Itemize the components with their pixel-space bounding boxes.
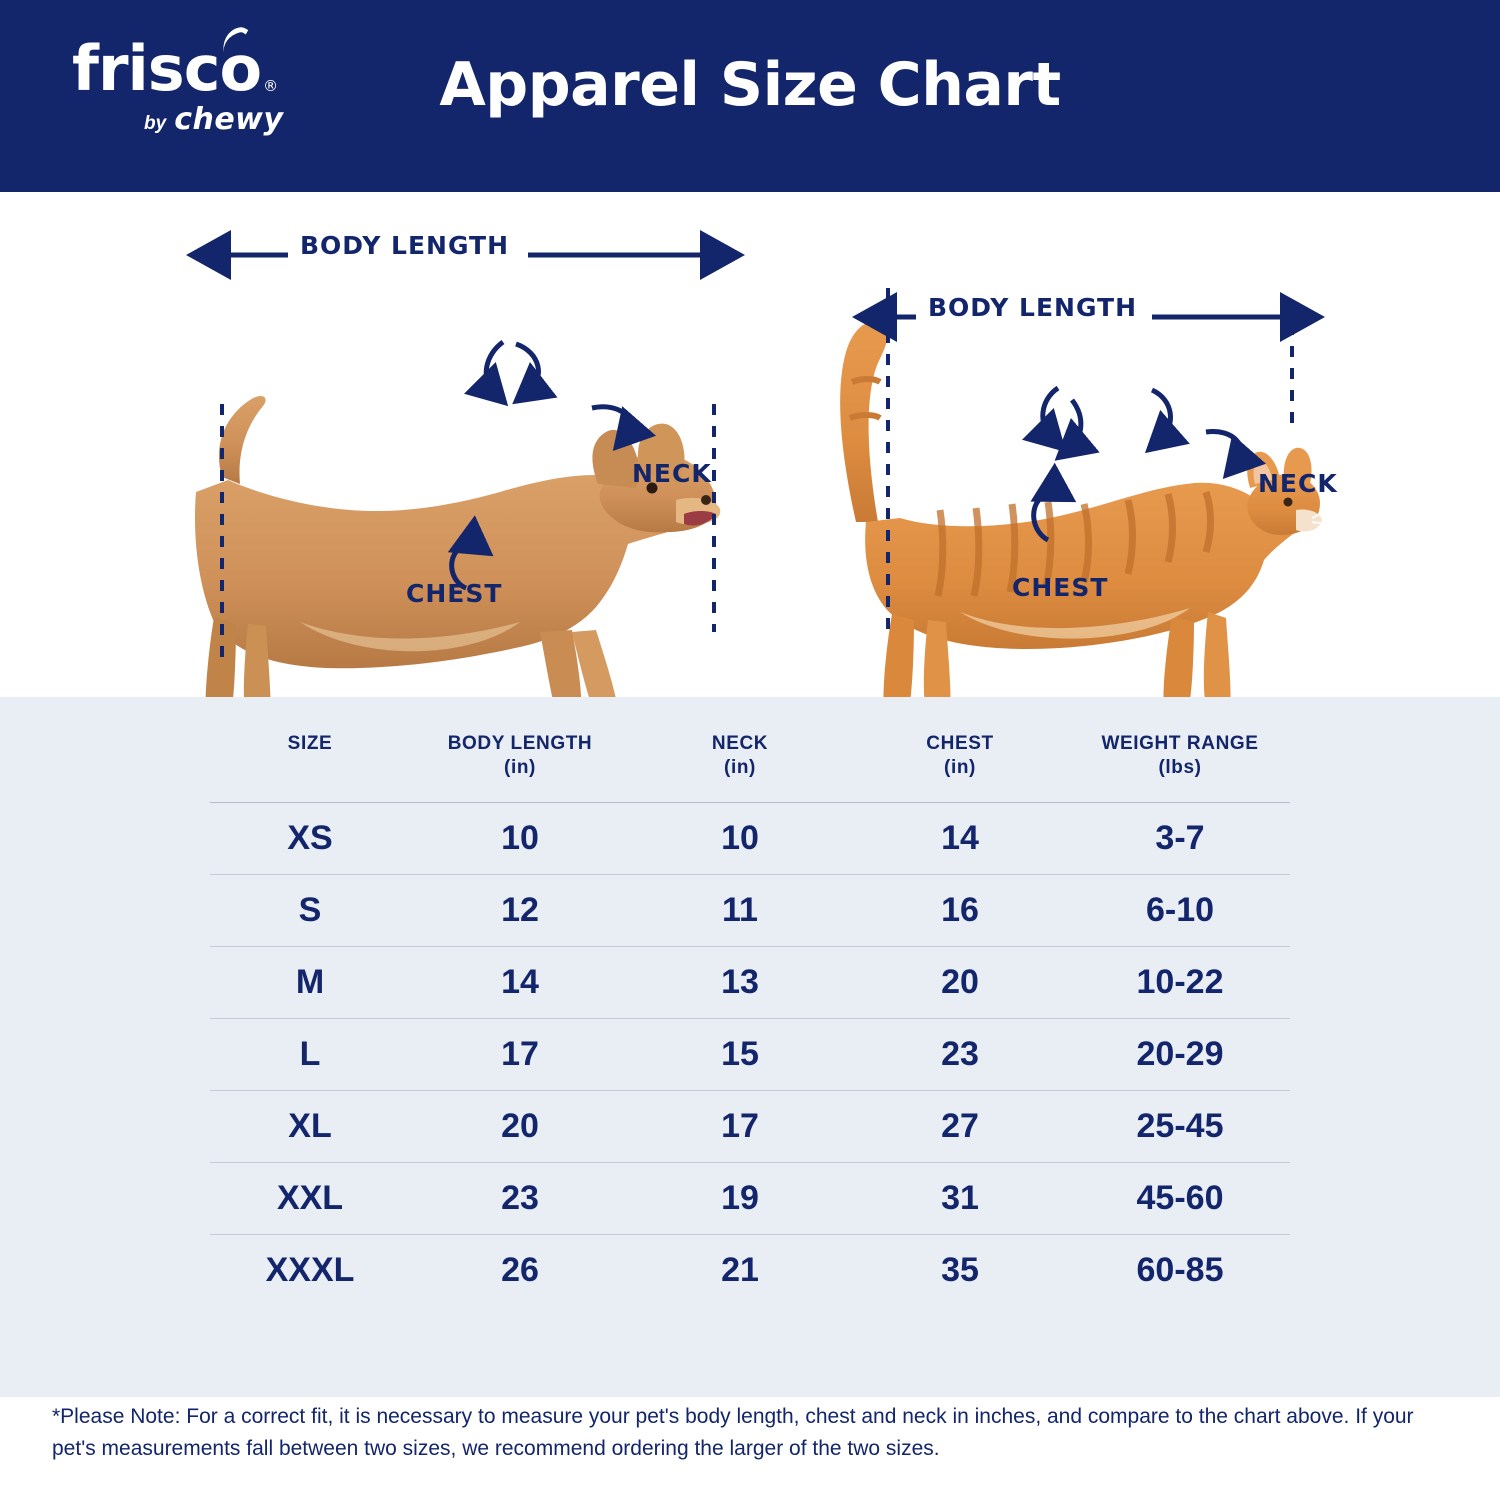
cat-body-length-label: BODY LENGTH: [928, 293, 1138, 322]
cell-neck: 21: [630, 1234, 850, 1306]
cell-size: XL: [210, 1090, 410, 1162]
table-body: [210, 802, 1290, 1306]
column-header-size: [210, 731, 410, 802]
size-table-section: [0, 697, 1500, 1397]
table-row: [210, 1162, 1290, 1234]
column-header-weight-unit: (lbs): [1158, 756, 1202, 778]
cell-size: XS: [210, 802, 410, 874]
column-header-body-length-unit: (in): [504, 756, 536, 778]
cell-body-length: 12: [410, 874, 630, 946]
cell-size: XXXL: [210, 1234, 410, 1306]
cell-chest: 35: [850, 1234, 1070, 1306]
column-header-chest: [850, 731, 1070, 802]
table-row: [210, 1018, 1290, 1090]
page-header: [0, 0, 1500, 192]
cell-body-length: 23: [410, 1162, 630, 1234]
cell-weight: 60-85: [1070, 1234, 1290, 1306]
cell-body-length: 20: [410, 1090, 630, 1162]
cell-chest: 31: [850, 1162, 1070, 1234]
cell-weight: 20-29: [1070, 1018, 1290, 1090]
cell-weight: 10-22: [1070, 946, 1290, 1018]
cell-neck: 13: [630, 946, 850, 1018]
cat-chest-label: CHEST: [1012, 573, 1109, 602]
column-header-chest-unit: (in): [944, 756, 976, 778]
table-row: [210, 874, 1290, 946]
cell-neck: 10: [630, 802, 850, 874]
cell-body-length: 17: [410, 1018, 630, 1090]
dog-illustration: [195, 231, 720, 697]
measurement-illustrations: [0, 192, 1500, 697]
column-header-neck-unit: (in): [724, 756, 756, 778]
cell-weight: 6-10: [1070, 874, 1290, 946]
column-header-size-label: SIZE: [287, 733, 333, 754]
logo-chewy-label: chewy: [174, 102, 284, 137]
cell-neck: 19: [630, 1162, 850, 1234]
illustration-svg: [0, 192, 1500, 697]
cell-body-length: 26: [410, 1234, 630, 1306]
cell-chest: 14: [850, 802, 1070, 874]
cell-size: S: [210, 874, 410, 946]
table-row: [210, 946, 1290, 1018]
cell-chest: 16: [850, 874, 1070, 946]
column-header-chest-label: CHEST: [926, 733, 994, 754]
logo-by-label: by: [144, 113, 167, 134]
column-header-body-length-label: BODY LENGTH: [447, 733, 593, 754]
page-title: Apparel Size Chart: [439, 50, 1061, 120]
cell-body-length: 10: [410, 802, 630, 874]
cell-neck: 11: [630, 874, 850, 946]
dog-body-length-label: BODY LENGTH: [300, 231, 510, 260]
table-row: [210, 802, 1290, 874]
logo-word-text: frisco: [72, 32, 262, 105]
cell-size: L: [210, 1018, 410, 1090]
cat-neck-label: NECK: [1258, 469, 1338, 498]
cell-weight: 25-45: [1070, 1090, 1290, 1162]
table-row: [210, 1090, 1290, 1162]
cell-neck: 15: [630, 1018, 850, 1090]
cell-body-length: 14: [410, 946, 630, 1018]
cell-neck: 17: [630, 1090, 850, 1162]
dog-chest-label: CHEST: [406, 579, 503, 608]
cell-size: M: [210, 946, 410, 1018]
cell-chest: 20: [850, 946, 1070, 1018]
dog-neck-label: NECK: [632, 459, 712, 488]
column-header-neck-label: NECK: [711, 733, 769, 754]
cell-size: XXL: [210, 1162, 410, 1234]
cell-weight: 3-7: [1070, 802, 1290, 874]
table-row: [210, 1234, 1290, 1306]
column-header-body-length: [410, 731, 630, 802]
footnote: *Please Note: For a correct fit, it is necessary to measure your pet's body length, chest and neck in inches, and compare to the chart above. If your pet's measurements fall between two sizes, we recommend ordering the larger of the two sizes.: [52, 1404, 1414, 1461]
column-header-neck: [630, 731, 850, 802]
logo-registered-icon: ®: [263, 77, 278, 95]
column-header-weight: [1070, 731, 1290, 802]
cell-chest: 23: [850, 1018, 1070, 1090]
cat-illustration: [840, 288, 1338, 697]
cell-chest: 27: [850, 1090, 1070, 1162]
table-header-row: [210, 731, 1290, 802]
column-header-weight-label: WEIGHT RANGE: [1101, 733, 1259, 754]
size-table: [210, 731, 1290, 1306]
cell-weight: 45-60: [1070, 1162, 1290, 1234]
